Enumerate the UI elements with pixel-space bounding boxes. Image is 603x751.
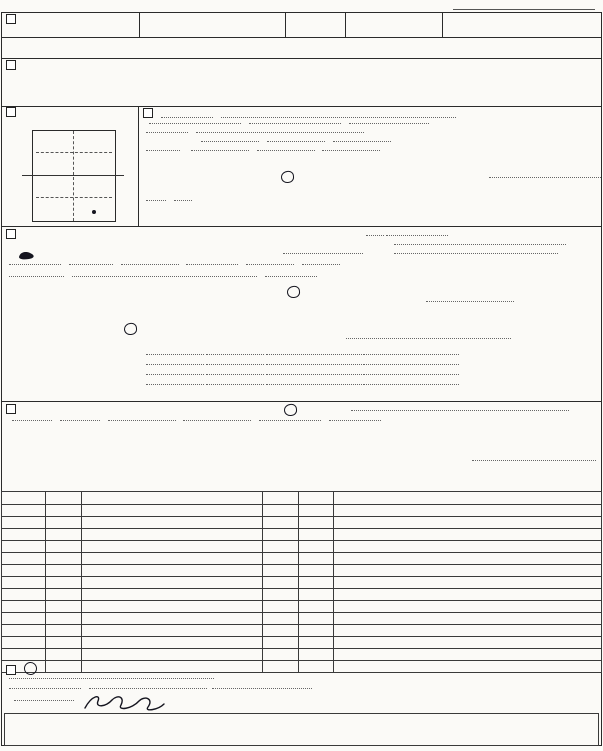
- record-date-blank: [89, 682, 207, 689]
- blank: [259, 414, 321, 421]
- diameter-blank: [9, 258, 61, 265]
- table-row: [2, 601, 602, 613]
- blank: [257, 144, 315, 151]
- blank: [149, 117, 241, 124]
- blank: [363, 358, 459, 365]
- diameter-ft-blank: [69, 258, 113, 265]
- table-header-row: [2, 492, 602, 505]
- blank: [351, 404, 569, 411]
- blank: [426, 295, 514, 302]
- table-row: [2, 529, 602, 541]
- blank: [386, 229, 448, 236]
- col-from2-header: [263, 492, 299, 505]
- blank: [266, 368, 362, 375]
- table-row: [2, 505, 602, 517]
- section-4-depth: [139, 106, 601, 226]
- interval-blank: [146, 368, 204, 375]
- blank: [191, 144, 249, 151]
- blank: [212, 682, 312, 689]
- township-cell: [345, 13, 443, 37]
- interval-blank: [206, 348, 264, 355]
- well-location-dot: [92, 210, 96, 214]
- dashed-quarterline: [36, 152, 112, 153]
- fraction-cell: [139, 13, 286, 37]
- dashed-centerline: [73, 131, 74, 221]
- blank: [183, 414, 251, 421]
- blank: [121, 258, 179, 265]
- section-number-cell: [285, 13, 346, 37]
- blank: [489, 171, 601, 178]
- blank: [108, 414, 176, 421]
- table-row: [2, 577, 602, 589]
- section-6-grout: [2, 401, 601, 492]
- location-cell: [2, 13, 140, 37]
- blank: [302, 258, 340, 265]
- title-bar: [0, 1, 603, 12]
- col-to-header: [46, 492, 82, 505]
- blank: [472, 454, 596, 461]
- table-row: [2, 625, 602, 637]
- guage-blank: [265, 270, 317, 277]
- signature-scribble: [82, 692, 167, 714]
- option-with-blank: [346, 332, 511, 342]
- interval-blank: [206, 368, 264, 375]
- table-row: [2, 517, 602, 529]
- blank: [363, 378, 459, 385]
- interval-line: [146, 358, 459, 368]
- glued-blank: [366, 229, 384, 236]
- section-number-box: [6, 60, 16, 70]
- table-row: [2, 589, 602, 601]
- interval-line: [146, 348, 459, 358]
- blank: [206, 378, 264, 385]
- sample-no-blank: [174, 194, 192, 201]
- table-row: [2, 541, 602, 553]
- section-2-owner: [2, 58, 601, 107]
- dashed-quarterline: [36, 197, 112, 198]
- sample-yes-blank: [146, 194, 166, 201]
- section-number-box: [6, 404, 16, 414]
- table-row: [2, 613, 602, 625]
- table-row: [2, 637, 602, 649]
- col-plugging-header: [334, 492, 602, 505]
- lithologic-log-table: [1, 491, 602, 673]
- grout-to-blank: [60, 414, 100, 421]
- blank: [322, 144, 380, 151]
- circled-7: [280, 170, 294, 183]
- blank: [186, 258, 238, 265]
- blank: [266, 348, 362, 355]
- blank: [266, 358, 362, 365]
- blank: [363, 368, 459, 375]
- id-no-blank: [453, 9, 595, 10]
- section-number-box: [6, 107, 16, 117]
- section-box-diagram: [32, 130, 116, 222]
- col-from-header: [2, 492, 46, 505]
- height-blank: [9, 270, 64, 277]
- licence-blank: [9, 682, 81, 689]
- table-row: [2, 565, 602, 577]
- interval-blank: [146, 348, 204, 355]
- section-3-4-row: [2, 106, 601, 227]
- interval-line: [146, 368, 459, 378]
- option-circled: [281, 171, 294, 186]
- blank: [394, 247, 558, 254]
- col-log-header: [82, 492, 263, 505]
- blank: [249, 117, 341, 124]
- blank: [206, 358, 264, 365]
- grout-from-blank: [12, 414, 52, 421]
- blank: [283, 247, 363, 254]
- form-body: [1, 12, 602, 746]
- blank: [146, 378, 204, 385]
- blank: [349, 117, 429, 124]
- blank: [329, 414, 381, 421]
- blank: [394, 238, 566, 245]
- range-cell: [442, 13, 600, 37]
- blank: [346, 332, 511, 339]
- table-row: [2, 553, 602, 565]
- blank: [363, 348, 459, 355]
- blank: [146, 358, 204, 365]
- blank: [201, 135, 259, 142]
- interval-line: [146, 378, 459, 388]
- distance-row: [2, 37, 601, 59]
- swl-date-blank: [196, 126, 364, 133]
- col-to2-header: [299, 492, 334, 505]
- section-3-locate: [2, 106, 139, 226]
- threaded-wrap: [394, 247, 558, 257]
- section-1-location: [2, 13, 601, 38]
- blank: [333, 135, 391, 142]
- blank: [146, 144, 180, 151]
- blank: [266, 378, 362, 385]
- blank: [14, 694, 74, 701]
- section-number-box: [6, 14, 16, 24]
- section-5-casing: [2, 226, 601, 402]
- blank: [267, 135, 325, 142]
- section-7-certification: [2, 658, 601, 713]
- instructions-box: [4, 713, 599, 746]
- completed-date-blank: [9, 672, 214, 679]
- option-with-blank: [351, 404, 569, 414]
- blank: [72, 270, 257, 277]
- swl-blank: [146, 126, 188, 133]
- east-west-line: [22, 175, 124, 176]
- blank: [246, 258, 294, 265]
- ink-scribble: [17, 251, 37, 260]
